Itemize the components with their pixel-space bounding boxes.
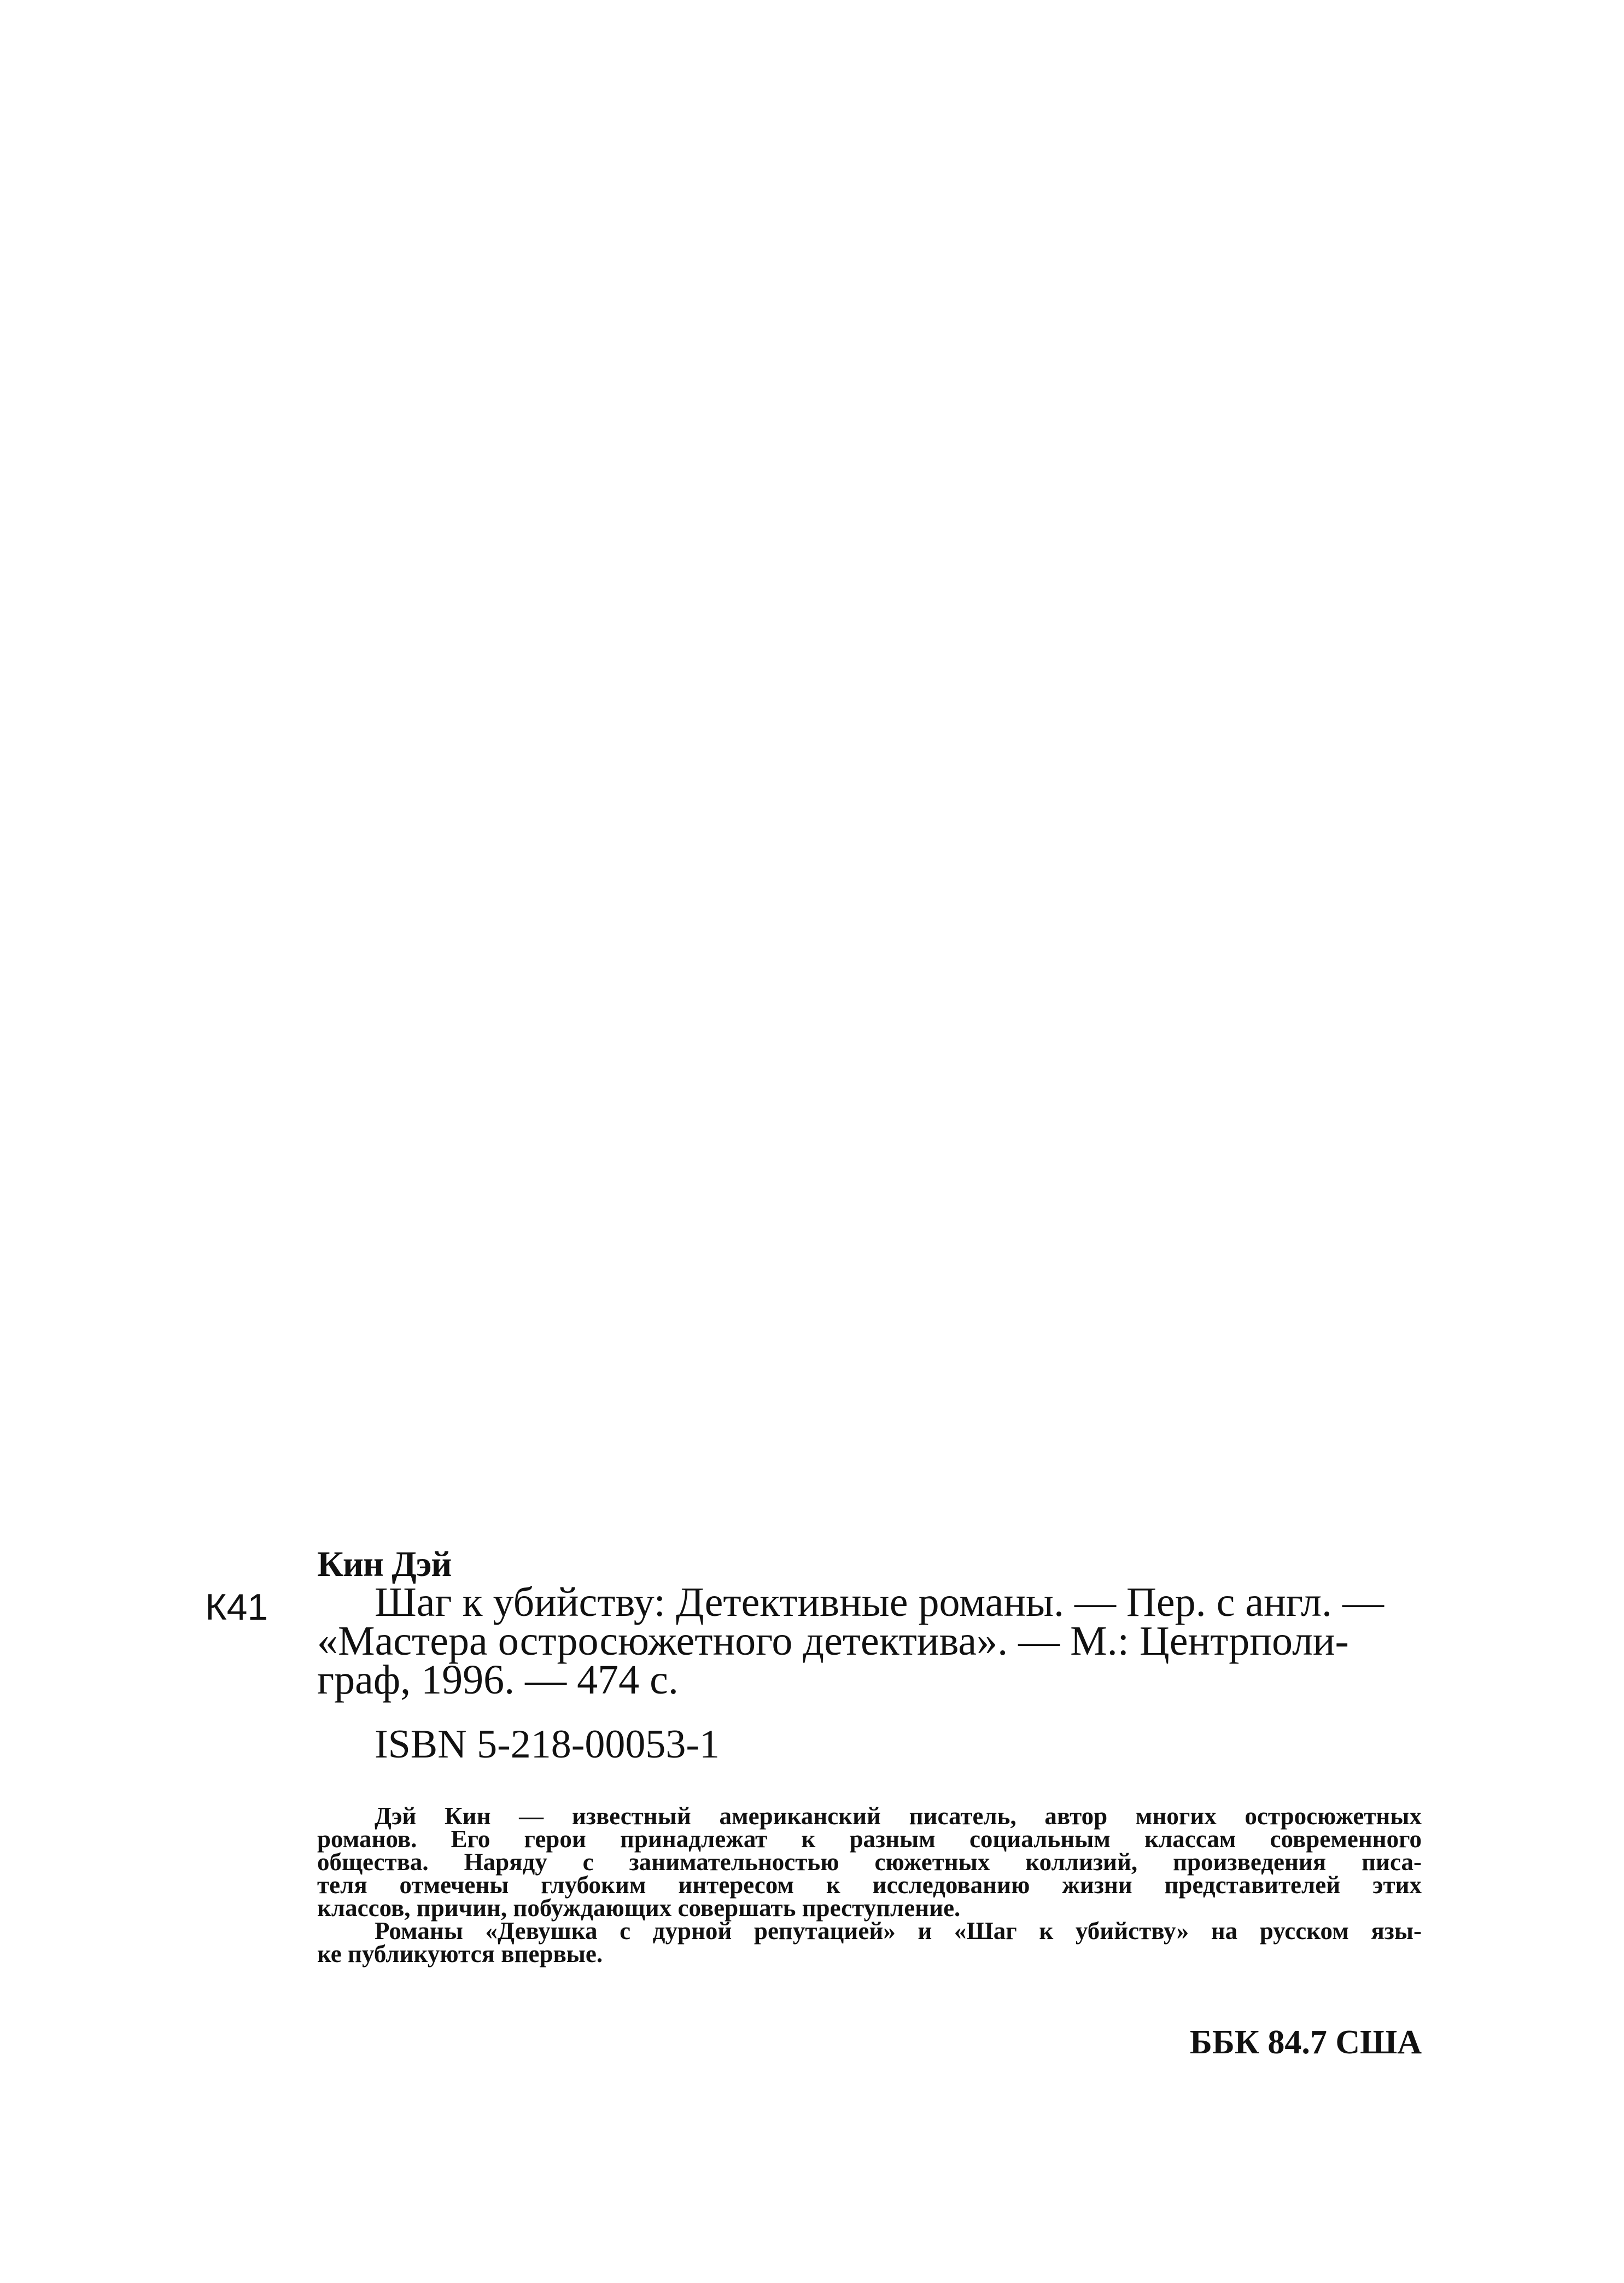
annotation-line-1: Дэй Кин — известный американский писатель, автор многих остросюжетных xyxy=(375,1802,1422,1830)
bibliographic-line-2: «Мастера остросюжетного детектива». — М.: Центрполи- xyxy=(317,1618,1349,1664)
author-name: Кин Дэй xyxy=(317,1544,452,1584)
bibliographic-line-1: Шаг к убийству: Детективные романы. — Пер. с англ. — xyxy=(375,1579,1385,1625)
classification-code: К41 xyxy=(205,1586,268,1628)
isbn-number: ISBN 5-218-00053-1 xyxy=(375,1722,720,1767)
annotation-line-2: романов. Его герои принадлежат к разным социальным классам современного xyxy=(317,1825,1422,1853)
bbk-classification: ББК 84.7 США xyxy=(1189,2024,1422,2061)
annotation-line-5: классов, причин, побуждающих совершать преступление. xyxy=(317,1894,961,1922)
annotation-line-3: общества. Наряду с занимательностью сюжетных коллизий, произведения писа- xyxy=(317,1848,1422,1876)
annotation-line-6: Романы «Девушка с дурной репутацией» и «Шаг к убийству» на русском язы- xyxy=(375,1917,1422,1945)
annotation-paragraph xyxy=(317,1802,1422,1967)
annotation-line-4: теля отмечены глубоким интересом к исследованию жизни представителей этих xyxy=(317,1871,1422,1899)
bibliographic-line-3: граф, 1996. — 474 с. xyxy=(317,1657,679,1703)
bibliographic-description xyxy=(317,1579,1422,1703)
annotation-line-7: ке публикуются впервые. xyxy=(317,1940,603,1967)
